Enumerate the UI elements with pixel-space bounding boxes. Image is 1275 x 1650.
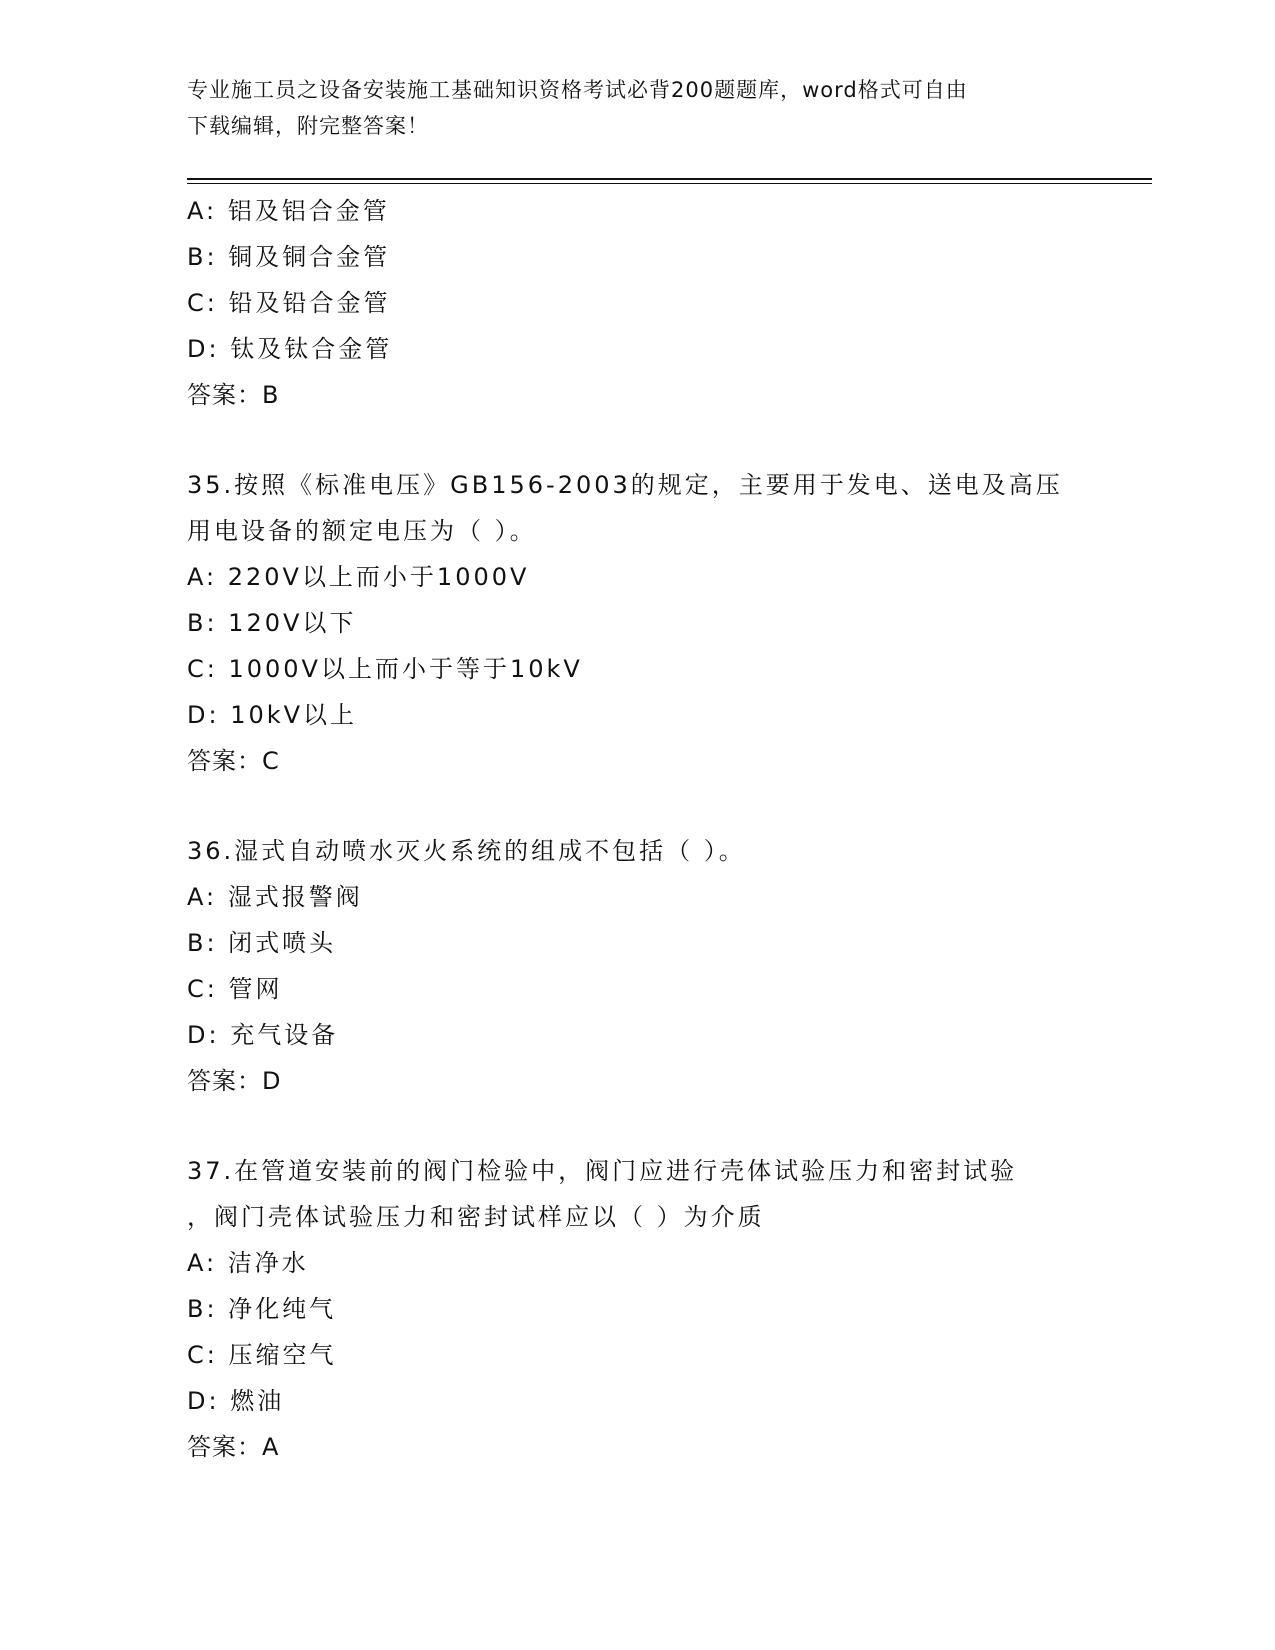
option-a: A: 铝及铝合金管 [187,197,390,225]
option-c: C: 压缩空气 [187,1341,337,1369]
question-block [187,462,1087,784]
answer-line: 答案：A [187,1433,280,1461]
option-a: A: 洁净水 [187,1249,309,1277]
question-list [187,188,1087,1470]
question-block [187,1148,1087,1470]
answer-line: 答案：C [187,747,280,775]
option-d: D: 10kV以上 [187,701,358,729]
header-line-1: 专业施工员之设备安装施工基础知识资格考试必背200题题库，word格式可自由 [187,78,968,102]
header-line-2: 下载编辑，附完整答案！ [187,114,429,138]
question-text-line-1: 37.在管道安装前的阀门检验中，阀门应进行壳体试验压力和密封试验 [187,1157,1018,1185]
document-header [187,72,1087,144]
option-b: B: 净化纯气 [187,1295,337,1323]
option-d: D: 充气设备 [187,1021,339,1049]
question-text-line-1: 35.按照《标准电压》GB156-2003的规定，主要用于发电、送电及高压 [187,471,1063,499]
option-b: B: 铜及铜合金管 [187,243,391,271]
option-c: C: 1000V以上而小于等于10kV [187,655,583,683]
question-text-line-1: 36.湿式自动喷水灭火系统的组成不包括（ ）。 [187,837,746,865]
option-a: A: 湿式报警阀 [187,883,363,911]
option-a: A: 220V以上而小于1000V [187,563,530,591]
header-divider [187,178,1152,180]
option-c: C: 管网 [187,975,283,1003]
header-divider-thin [187,183,1152,184]
question-text-line-2: 用电设备的额定电压为（ ）。 [187,517,537,545]
question-block [187,828,1087,1104]
option-d: D: 燃油 [187,1387,285,1415]
option-c: C: 铅及铅合金管 [187,289,391,317]
option-d: D: 钛及钛合金管 [187,335,393,363]
question-block [187,188,1087,418]
question-text-line-2: ，阀门壳体试验压力和密封试样应以（ ）为介质 [187,1203,765,1231]
answer-line: 答案：B [187,381,280,409]
option-b: B: 120V以下 [187,609,357,637]
answer-line: 答案：D [187,1067,282,1095]
option-b: B: 闭式喷头 [187,929,337,957]
